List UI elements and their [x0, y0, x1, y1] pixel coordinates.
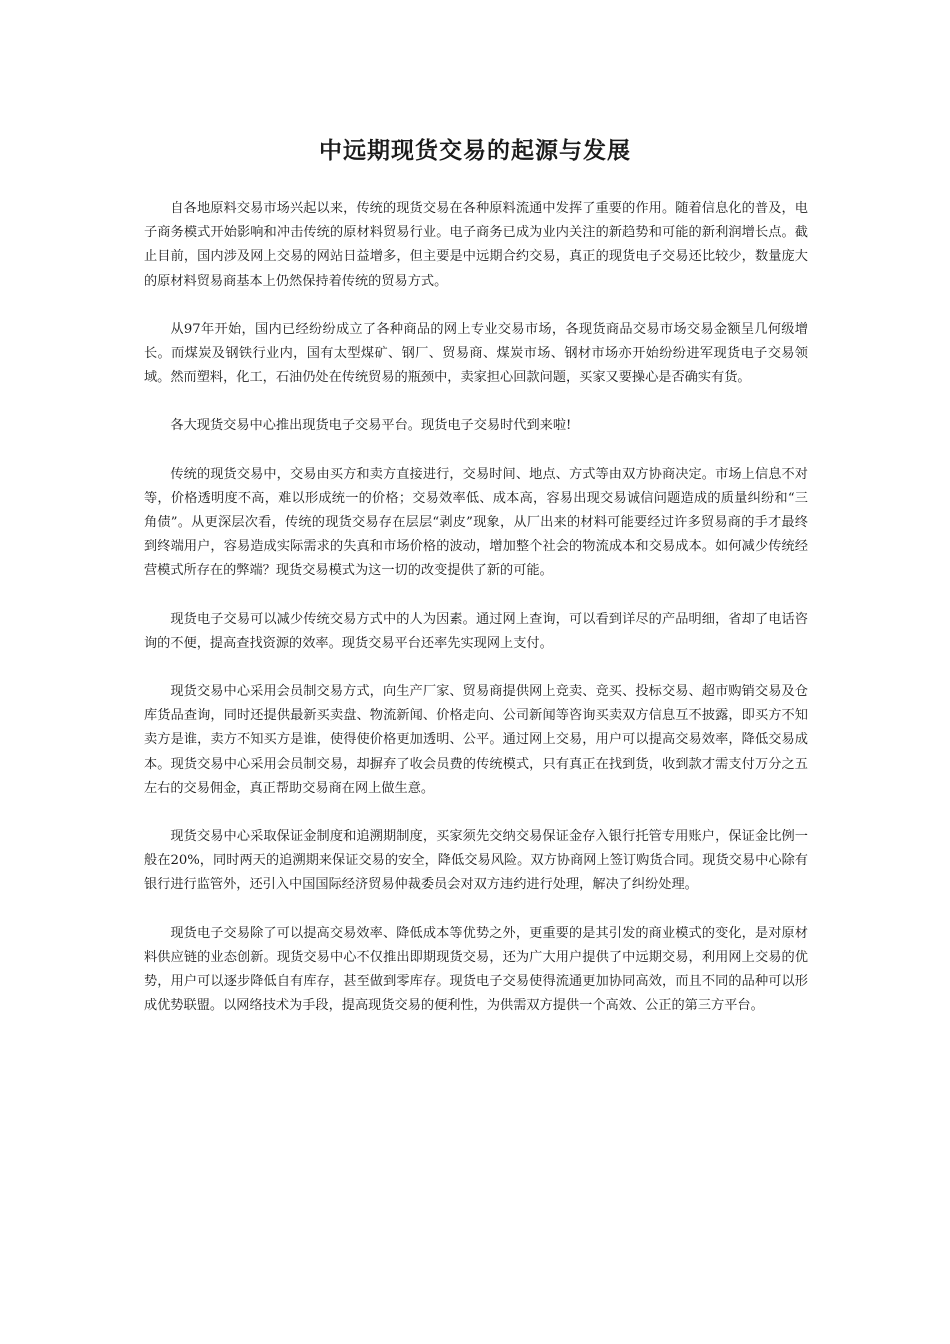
paragraph-1: 自各地原料交易市场兴起以来，传统的现货交易在各种原料流通中发挥了重要的作用。随着信息化的普及，电子商务模式开始影响和冲击传统的原材料贸易行业。电子商务已成为业内关注的新趋势和可能的新利润增长点。截止目前，国内涉及网上交易的网站日益增多，但主要是中远期合约交易，真正的现货电子交易还比较少，数量庞大的原材料贸易商基本上仍然保持着传统的贸易方式。	[144, 201, 808, 289]
paragraph-2: 从97年开始，国内已经纷纷成立了各种商品的网上专业交易市场，各现货商品交易市场交易金额呈几何级增长。而煤炭及钢铁行业内，国有太型煤矿、钢厂、贸易商、煤炭市场、钢材市场亦开始纷纷进军现货电子交易领域。然而塑料，化工，石油仍处在传统贸易的瓶颈中，卖家担心回款问题，买家又要操心是否确实有货。	[144, 321, 808, 386]
document-body	[144, 197, 808, 1042]
paragraph-5: 现货电子交易可以减少传统交易方式中的人为因素。通过网上查询，可以看到详尽的产品明细，省却了电话咨询的不便，提高查找资源的效率。现货交易平台还率先实现网上支付。	[144, 611, 808, 651]
paragraph-8: 现货电子交易除了可以提高交易效率、降低成本等优势之外，更重要的是其引发的商业模式的变化，是对原材料供应链的业态创新。现货交易中心不仅推出即期现货交易，还为广大用户提供了中远期交易，利用网上交易的优势，用户可以逐步降低自有库存，甚至做到零库存。现货电子交易使得流通更加协同高效，而且不同的品种可以形成优势联盟。以网络技术为手段，提高现货交易的便利性，为供需双方提供一个高效、公正的第三方平台。	[144, 925, 808, 1014]
paragraph-4: 传统的现货交易中，交易由买方和卖方直接进行，交易时间、地点、方式等由双方协商决定。市场上信息不对等，价格透明度不高，难以形成统一的价格；交易效率低、成本高，容易出现交易诚信问题造成的质量纠纷和“三角债”。从更深层次看，传统的现货交易存在层层“剥皮”现象，从厂出来的材料可能要经过许多贸易商的手才最终到终端用户，容易造成实际需求的失真和市场价格的波动，增加整个社会的物流成本和交易成本。如何减少传统经营模式所存在的弊端？现货交易模式为这一切的改变提供了新的可能。	[144, 466, 808, 579]
paragraph-3: 各大现货交易中心推出现货电子交易平台。现货电子交易时代到来啦!	[170, 418, 572, 434]
paragraph-6: 现货交易中心采用会员制交易方式，向生产厂家、贸易商提供网上竞卖、竞买、投标交易、超市购销交易及仓库货品查询，同时还提供最新买卖盘、物流新闻、价格走向、公司新闻等咨询买卖双方信息互不披露，即买方不知卖方是谁，卖方不知买方是谁，使得使价格更加透明、公平。通过网上交易，用户可以提高交易效率，降低交易成本。现货交易中心采用会员制交易，却摒弃了收会员费的传统模式，只有真正在找到货，收到款才需支付万分之五左右的交易佣金，真正帮助交易商在网上做生意。	[144, 684, 808, 796]
document-title: 中远期现货交易的起源与发展	[319, 138, 631, 164]
paragraph-7: 现货交易中心采取保证金制度和追溯期制度，买家须先交纳交易保证金存入银行托管专用账户，保证金比例一般在20%，同时两天的追溯期来保证交易的安全，降低交易风险。双方协商网上签订购货合同。现货交易中心除有银行进行监管外，还引入中国国际经济贸易仲裁委员会对双方违约进行处理，解决了纠纷处理。	[144, 829, 808, 893]
